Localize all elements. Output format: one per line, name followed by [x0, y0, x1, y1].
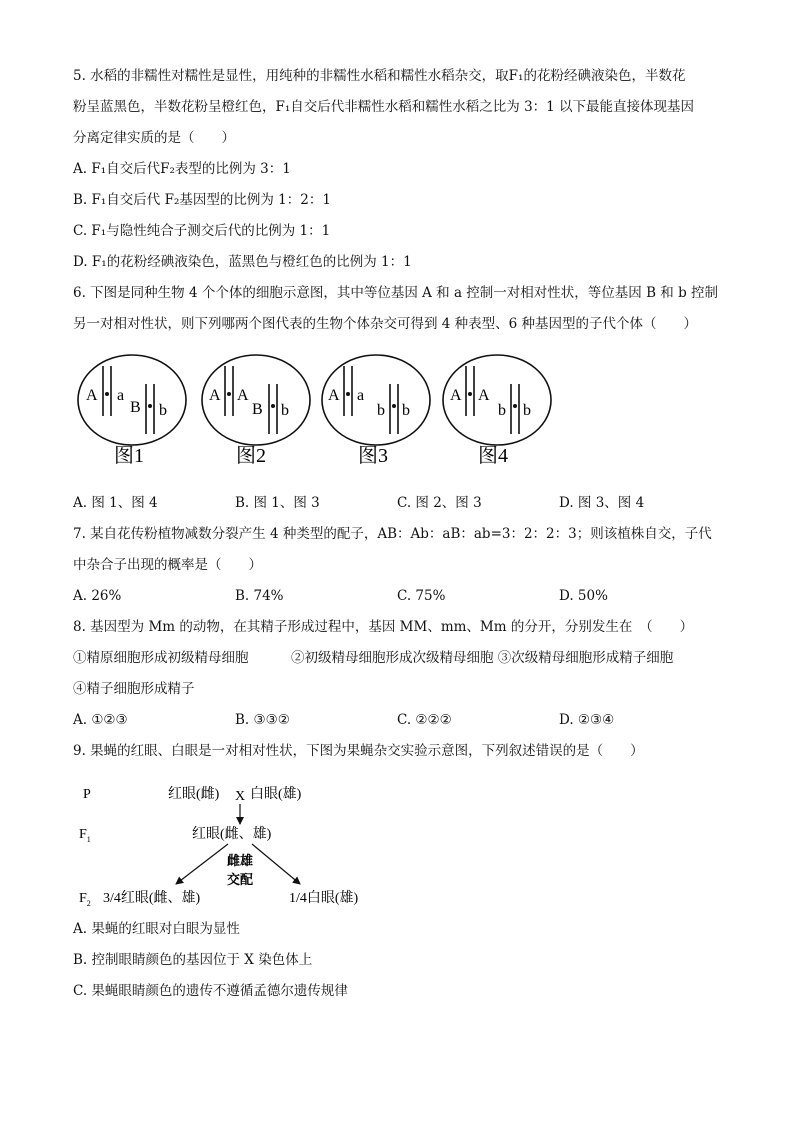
q6-options — [73, 493, 733, 513]
cross-diagram — [76, 780, 396, 910]
gene-label: A — [328, 387, 340, 404]
q5-stem-line-1: 5. 水稻的非糯性对糯性是显性，用纯种的非糯性水稻和糯性水稻杂交，取F₁的花粉经碘液染色，半数花 — [73, 68, 686, 84]
q6-option-a: A. 图 1、图 4 — [73, 495, 158, 511]
q7-option-c: C. 75% — [397, 588, 446, 604]
q5-stem-line-2: 粉呈蓝黑色，半数花粉呈橙红色，F₁自交后代非糯性水稻和糯性水稻之比为 3：1 以下最能直接体现基因 — [73, 99, 695, 115]
q8-option-d: D. ②③④ — [559, 712, 615, 728]
gene-label: A — [86, 387, 98, 404]
q6-option-d: D. 图 3、图 4 — [559, 495, 645, 511]
q6-option-b: B. 图 1、图 3 — [235, 495, 320, 511]
q8-option-a: A. ①②③ — [73, 712, 128, 728]
cell-figure-2 — [202, 355, 310, 467]
arrow-f1-to-f2-left — [176, 844, 228, 884]
arrow-f1-to-f2-right — [252, 844, 300, 884]
figure-caption: 图4 — [478, 445, 508, 467]
cell-figure-4 — [443, 355, 551, 467]
q7-option-b: B. 74% — [235, 588, 284, 604]
gene-label: B — [252, 401, 263, 418]
mating-label-2: 交配 — [227, 872, 254, 887]
gene-label: b — [377, 402, 385, 419]
parent-male: 白眼(雄) — [250, 787, 302, 802]
q9-option-c: C. 果蝇眼睛颜色的遗传不遵循孟德尔遗传规律 — [73, 983, 348, 999]
gene-label: A — [450, 387, 462, 404]
q8-item-1: ①精原细胞形成初级精母细胞 — [73, 650, 249, 666]
generation-f1-label: $F_1$ — [79, 827, 91, 844]
q6-stem-line-2: 另一对相对性状，则下列哪两个图代表的生物个体杂交可得到 4 种表型、6 种基因型的子代个体（ ） — [73, 316, 698, 332]
gene-label: A — [237, 387, 249, 404]
q8-item-2-3: ②初级精母细胞形成次级精母细胞 ③次级精母细胞形成精子细胞 — [291, 650, 674, 666]
generation-f2-label: $F_2$ — [79, 891, 91, 908]
cross-symbol: X — [235, 789, 246, 804]
cell-figures — [76, 352, 556, 480]
q6-stem-line-1: 6. 下图是同种生物 4 个个体的细胞示意图，其中等位基因 A 和 a 控制一对相对性状，等位基因 B 和 b 控制 — [73, 285, 719, 301]
q8-item-4: ④精子细胞形成精子 — [73, 681, 195, 697]
cell-figure-1 — [78, 355, 186, 467]
mating-label-1: 雌雄 — [227, 853, 254, 868]
q9-option-a: A. 果蝇的红眼对白眼为显性 — [73, 921, 240, 937]
gene-label: A — [209, 387, 221, 404]
f2-white-eye: 1/4白眼(雄) — [289, 891, 359, 906]
q5-option-c: C. F₁与隐性纯合子测交后代的比例为 1：1 — [73, 223, 331, 239]
cell-figure-3 — [322, 355, 430, 467]
f2-red-eye: 3/4红眼(雌、雄) — [103, 891, 201, 906]
gene-label: B — [130, 399, 141, 416]
gene-label: b — [523, 402, 531, 419]
figure-caption: 图3 — [358, 445, 388, 467]
gene-label: A — [478, 387, 490, 404]
q7-options — [73, 586, 733, 606]
gene-label: b — [402, 402, 410, 419]
q8-stem-line-1: 8. 基因型为 Mm 的动物，在其精子形成过程中，基因 MM、mm、Mm 的分开，分别发生在 （ ） — [73, 619, 694, 635]
q7-option-a: A. 26% — [73, 588, 122, 604]
q5-option-d: D. F₁的花粉经碘液染色，蓝黑色与橙红色的比例为 1：1 — [73, 254, 412, 270]
q8-option-c: C. ②②② — [397, 712, 452, 728]
figure-caption: 图2 — [236, 445, 266, 467]
q5-option-a: A. F₁自交后代F₂表型的比例为 3：1 — [73, 161, 291, 177]
parent-female: 红眼(雌) — [168, 787, 220, 802]
gene-label: b — [281, 402, 289, 419]
q9-stem-line-1: 9. 果蝇的红眼、白眼是一对相对性状，下图为果蝇杂交实验示意图，下列叙述错误的是（ ） — [73, 743, 644, 759]
q9-option-b: B. 控制眼睛颜色的基因位于 X 染色体上 — [73, 952, 313, 968]
q7-option-d: D. 50% — [559, 588, 608, 604]
gene-label: b — [159, 402, 167, 419]
q8-options — [73, 710, 733, 730]
q7-stem-line-1: 7. 某自花传粉植物减数分裂产生 4 种类型的配子，AB：Ab：aB：ab=3：2：2：3；则该植株自交，子代 — [73, 526, 712, 542]
q5-stem-line-3: 分离定律实质的是（ ） — [73, 130, 235, 146]
q5-option-b: B. F₁自交后代 F₂基因型的比例为 1：2：1 — [73, 192, 331, 208]
gene-label: a — [357, 387, 365, 404]
f1-phenotype: 红眼(雌、雄) — [192, 827, 272, 842]
gene-label: a — [117, 387, 125, 404]
gene-label: b — [498, 402, 506, 419]
q6-option-c: C. 图 2、图 3 — [397, 495, 482, 511]
generation-p-label: P — [83, 787, 91, 802]
q8-option-b: B. ③③② — [235, 712, 290, 728]
q8-items-row — [73, 648, 733, 668]
figure-caption: 图1 — [114, 445, 144, 467]
q7-stem-line-2: 中杂合子出现的概率是（ ） — [73, 557, 262, 573]
